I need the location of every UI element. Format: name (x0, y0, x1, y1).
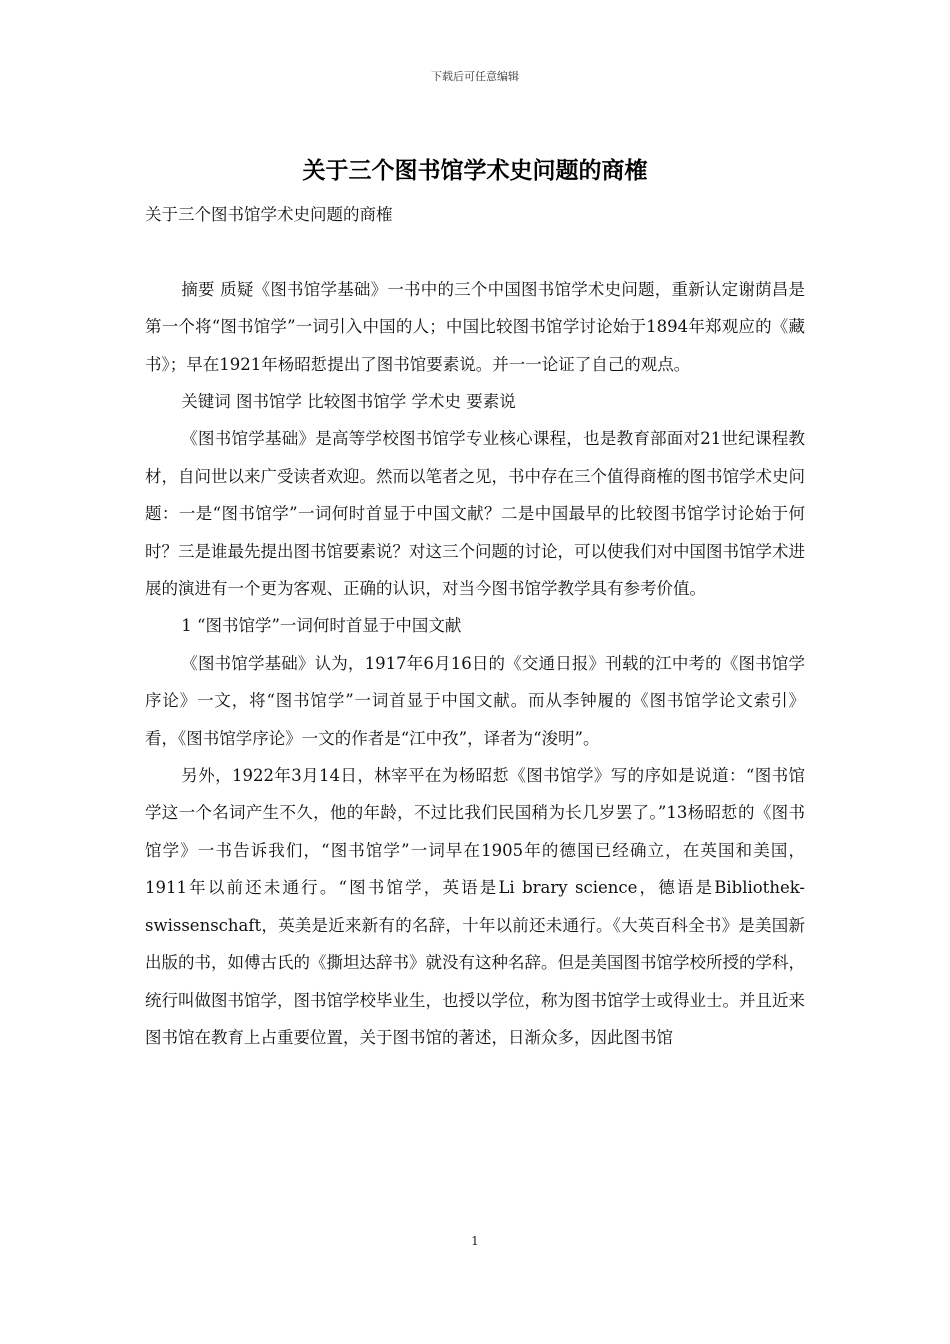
page-number: 1 (471, 1234, 479, 1248)
keywords-paragraph: 关键词 图书馆学 比较图书馆学 学术史 要素说 (181, 392, 516, 412)
intro-paragraph: 《图书馆学基础》是高等学校图书馆学专业核心课程，也是教育部面对21世纪课程教材，自问世以来广受读者欢迎。然而以笔者之见，书中存在三个值得商榷的图书馆学术史问题：一是“图书馆学”一词何时首显于中国文献？二是中国最早的比较图书馆学讨论始于何时？三是谁最先提出图书馆要素说？对这三个问题的讨论，可以使我们对中国图书馆学术进展的演进有一个更为客观、正确的认识，对当今图书馆学教学具有参考价值。 (145, 429, 805, 599)
document-title: 关于三个图书馆学术史问题的商榷 (302, 157, 648, 184)
header-note: 下载后可任意编辑 (431, 70, 519, 83)
section-1-heading: 1 “图书馆学”一词何时首显于中国文献 (181, 616, 462, 636)
section-1-paragraph-2: 另外，1922年3月14日，林宰平在为杨昭悊《图书馆学》写的序如是说道：“图书馆学这一个名词产生不久，他的年龄，不过比我们民国稍为长几岁罢了。”13杨昭悊的《图书馆学》一书告诉我们，“图书馆学”一词早在1905年的德国已经确立，在英国和美国，1911年以前还未通行。“图书馆学，英语是Li brary science，德语是Bibliothek-swissenschaft，英美是近来新有的名辞，十年以前还未通行。《大英百科全书》是美国新出版的书，如傅古氏的《撕坦达辞书》就没有这种名辞。但是美国图书馆学校所授的学科，统行叫做图书馆学，图书馆学校毕业生，也授以学位，称为图书馆学士或得业士。并且近来图书馆在教育上占重要位置，关于图书馆的著述，日渐众多，因此图书馆 (145, 766, 805, 1047)
abstract-paragraph: 摘要 质疑《图书馆学基础》一书中的三个中国图书馆学术史问题，重新认定谢荫昌是第一个将“图书馆学”一词引入中国的人；中国比较图书馆学讨论始于1894年郑观应的《藏书》；早在1921年杨昭悊提出了图书馆要素说。并一一论证了自己的观点。 (145, 279, 805, 374)
blank-line (145, 233, 805, 270)
section-1-paragraph-1: 《图书馆学基础》认为，1917年6月16日的《交通日报》刊载的江中考的《图书馆学序论》一文，将“图书馆学”一词首显于中国文献。而从李钟履的《图书馆学论文索引》看，《图书馆学序论》一文的作者是“江中孜”，译者为“浚明”。 (145, 653, 805, 748)
document-body (145, 196, 805, 1056)
document-subtitle: 关于三个图书馆学术史问题的商榷 (145, 205, 393, 224)
